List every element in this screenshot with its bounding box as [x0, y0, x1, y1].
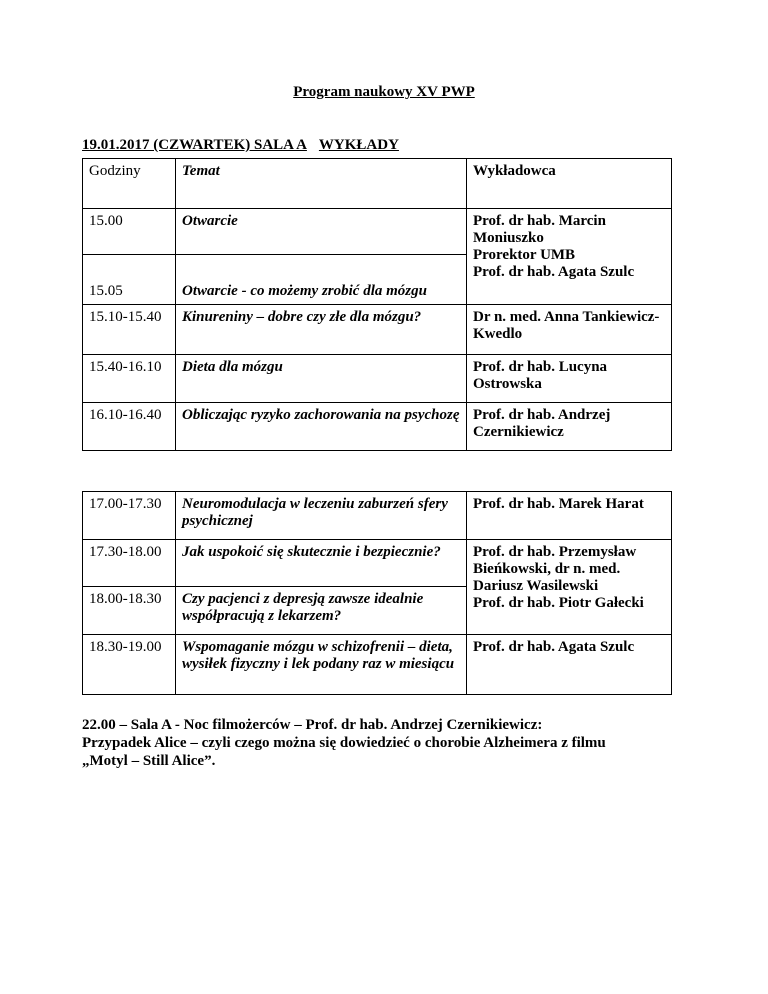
- row-time: 17.00-17.30: [83, 492, 176, 540]
- row-speaker: Prof. dr hab. Marek Harat: [467, 492, 672, 540]
- row-time: 18.30-19.00: [83, 635, 176, 695]
- row-topic: Dieta dla mózgu: [176, 355, 467, 403]
- table-row: [83, 209, 672, 255]
- evening-event-line: Przypadek Alice – czyli czego można się dowiedzieć o chorobie Alzheimera z filmu: [82, 735, 606, 751]
- row-speaker: [467, 540, 672, 635]
- row-topic: Otwarcie - co możemy zrobić dla mózgu: [176, 255, 467, 305]
- row-time: 15.10-15.40: [83, 305, 176, 355]
- row-time: 18.00-18.30: [83, 587, 176, 635]
- evening-event-line: „Motyl – Still Alice”.: [82, 753, 216, 769]
- table-header-row: [83, 159, 672, 209]
- header-speaker: Wykładowca: [467, 159, 672, 209]
- header-time: Godziny: [83, 159, 176, 209]
- session-date-room: 19.01.2017 (CZWARTEK) SALA A: [82, 137, 307, 153]
- page-title: Program naukowy XV PWP: [293, 84, 475, 100]
- speaker-name: Prof. dr hab. Przemysław Bieńkowski, dr n. med. Dariusz Wasilewski: [473, 544, 637, 594]
- header-topic: Temat: [176, 159, 467, 209]
- row-topic: Otwarcie: [176, 209, 467, 255]
- table-row: [83, 492, 672, 540]
- evening-event-line: 22.00 – Sala A - Noc filmożerców – Prof. dr hab. Andrzej Czernikiewicz:: [82, 717, 543, 733]
- speaker-name: Prof. dr hab. Piotr Gałecki: [473, 595, 644, 611]
- table-row: [83, 403, 672, 451]
- row-speaker: Prof. dr hab. Andrzej Czernikiewicz: [467, 403, 672, 451]
- table-row: [83, 305, 672, 355]
- row-topic: Kinureniny – dobre czy złe dla mózgu?: [176, 305, 467, 355]
- row-speaker: Dr n. med. Anna Tankiewicz-Kwedlo: [467, 305, 672, 355]
- row-time: 17.30-18.00: [83, 540, 176, 587]
- row-topic: Neuromodulacja w leczeniu zaburzeń sfery psychicznej: [176, 492, 467, 540]
- session-type: WYKŁADY: [318, 137, 399, 153]
- speaker-name: Prof. dr hab. Agata Szulc: [473, 264, 635, 280]
- evening-event: [82, 716, 702, 770]
- table-row: [83, 355, 672, 403]
- table-row: [83, 635, 672, 695]
- table-row: [83, 540, 672, 587]
- row-topic: Czy pacjenci z depresją zawsze idealnie współpracują z lekarzem?: [176, 587, 467, 635]
- row-time: 15.40-16.10: [83, 355, 176, 403]
- row-speaker: Prof. dr hab. Lucyna Ostrowska: [467, 355, 672, 403]
- row-time: 15.00: [83, 209, 176, 255]
- row-time: 16.10-16.40: [83, 403, 176, 451]
- speaker-name: Prof. dr hab. Marcin Moniuszko: [473, 213, 606, 246]
- row-topic: Jak uspokoić się skutecznie i bezpiecznie?: [176, 540, 467, 587]
- schedule-table-block-1: [82, 158, 672, 451]
- schedule-table-block-2: [82, 491, 672, 695]
- row-speaker: Prof. dr hab. Agata Szulc: [467, 635, 672, 695]
- speaker-role: Prorektor UMB: [473, 247, 576, 263]
- row-topic: Wspomaganie mózgu w schizofrenii – dieta, wysiłek fizyczny i lek podany raz w miesiącu: [176, 635, 467, 695]
- row-time: 15.05: [83, 255, 176, 305]
- row-speaker: [467, 209, 672, 305]
- session-heading: [82, 137, 399, 154]
- row-topic: Obliczając ryzyko zachorowania na psychozę: [176, 403, 467, 451]
